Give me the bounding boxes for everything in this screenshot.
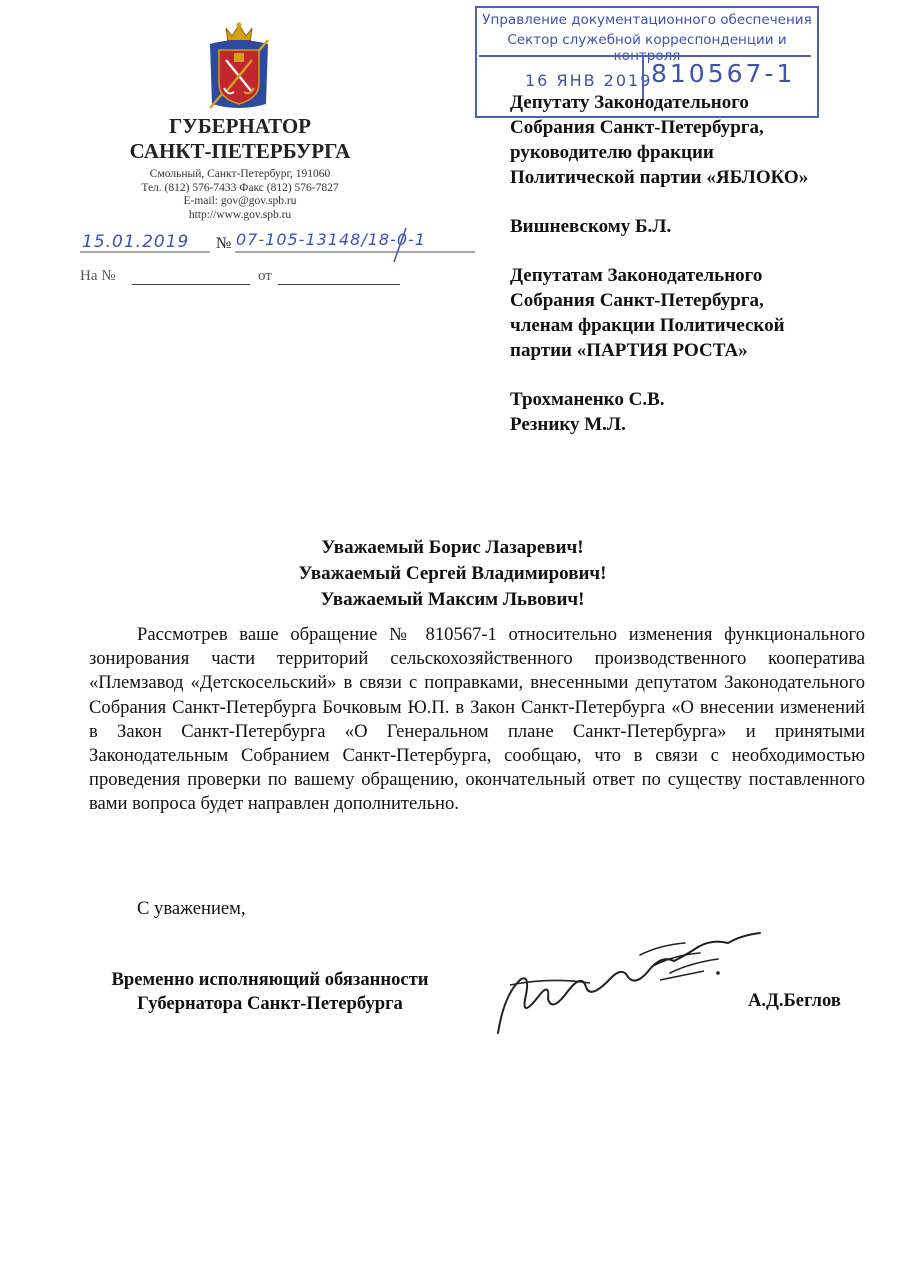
signatory-position bbox=[80, 968, 460, 1016]
stamp-sector: Сектор служебной корреспонденции и контроля bbox=[507, 32, 787, 64]
ref-number-blank bbox=[132, 284, 250, 285]
outgoing-number: 07-105-13148/18-0-1 bbox=[236, 230, 426, 249]
addressee-line: Собрания Санкт-Петербурга, bbox=[510, 117, 764, 138]
number-sign: № bbox=[216, 235, 232, 252]
reference-line bbox=[80, 268, 410, 290]
coat-of-arms-emblem bbox=[204, 22, 274, 114]
salutation-line: Уважаемый Сергей Владимирович! bbox=[298, 563, 607, 584]
addressee-line: Политической партии «ЯБЛОКО» bbox=[510, 167, 809, 188]
addressee-name: Трохманенко С.В. bbox=[510, 389, 665, 410]
position-line: Временно исполняющий обязанности bbox=[111, 969, 429, 990]
stamp-number: 810567-1 bbox=[651, 59, 796, 88]
governor-title-line1: ГУБЕРНАТОР bbox=[168, 114, 312, 138]
addressees-block bbox=[510, 90, 880, 437]
ref-from-label: от bbox=[258, 268, 272, 284]
position-line: Губернатора Санкт-Петербурга bbox=[137, 993, 403, 1014]
stamp-department: Управление документационного обеспечения bbox=[482, 12, 812, 28]
addressee-line: Депутатам Законодательного bbox=[510, 265, 763, 286]
stamp-date: 16 ЯНВ 2019 bbox=[525, 71, 653, 90]
ref-number-label: На № bbox=[80, 268, 116, 284]
salutation-line: Уважаемый Борис Лазаревич! bbox=[321, 537, 584, 558]
governor-title bbox=[100, 114, 380, 164]
salutations bbox=[100, 535, 805, 613]
outgoing-date: 15.01.2019 bbox=[82, 232, 190, 252]
signatory-name: А.Д.Беглов bbox=[748, 990, 841, 1011]
website-text: http://www.gov.spb.ru bbox=[188, 208, 292, 221]
governor-title-line2: САНКТ-ПЕТЕРБУРГА bbox=[129, 139, 351, 163]
outgoing-registration bbox=[80, 226, 480, 266]
salutation-line: Уважаемый Максим Львович! bbox=[320, 589, 585, 610]
closing-phrase: С уважением, bbox=[137, 898, 246, 919]
letter-body: Рассмотрев ваше обращение № 810567-1 относительно изменения функционального зонирования части территорий сельскохозяйственного производственного кооператива «Племзавод «Детскосельский» в связи с поправками, внесенными депутатом Законодательного Собрания Санкт-Петербурга Бочковым Ю.П. в Закон Санкт-Петербурга «О внесении изменений в Закон Санкт-Петербурга «О Генеральном плане Санкт-Петербурга» и принятыми Законодательным Собранием Санкт-Петербурга, сообщаю, что в связи с необходимостью проведения проверки по вашему обращению, окончательный ответ по существу поставленного вами вопроса будет направлен дополнительно. bbox=[89, 624, 865, 815]
addressee-line: Собрания Санкт-Петербурга, bbox=[510, 290, 764, 311]
addressee-name: Резнику М.Л. bbox=[510, 414, 626, 435]
addressee-line: руководителю фракции bbox=[510, 142, 714, 163]
governor-contacts bbox=[100, 168, 380, 222]
addressee-line: членам фракции Политической bbox=[510, 315, 785, 336]
phone-fax-text: Тел. (812) 576-7433 Факс (812) 576-7827 bbox=[141, 181, 339, 194]
addressee-line: Депутату Законодательного bbox=[510, 92, 749, 113]
address-text: Смольный, Санкт-Петербург, 191060 bbox=[149, 168, 331, 180]
ref-date-blank bbox=[278, 284, 400, 285]
addressee-line: партии «ПАРТИЯ РОСТА» bbox=[510, 340, 748, 361]
email-text: E-mail: gov@gov.spb.ru bbox=[183, 195, 297, 207]
handwritten-signature bbox=[490, 925, 770, 1040]
addressee-name: Вишневскому Б.Л. bbox=[510, 216, 672, 237]
